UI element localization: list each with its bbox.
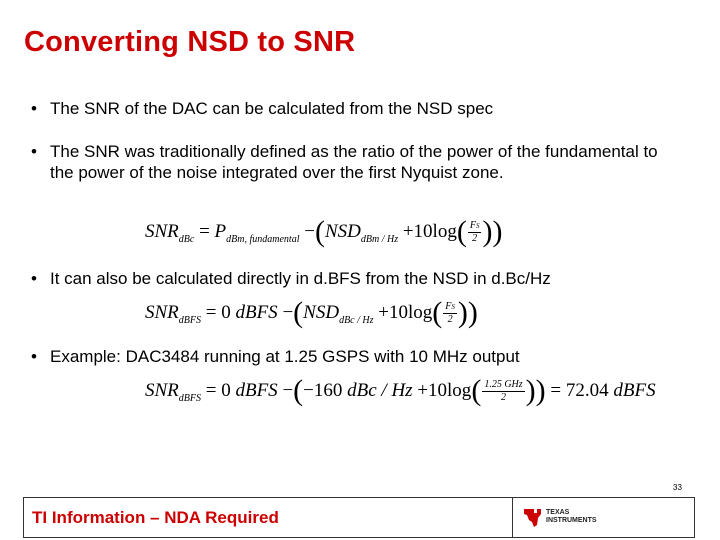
eq-subscript: dBc [178,233,195,245]
eq-bracket: ) [482,214,493,248]
eq-bracket: ( [432,295,443,329]
eq-term: NSD [303,301,340,323]
bullet-text: The SNR was traditionally defined as the ratio of the power of the fundamental to the power of the noise integrated over the first Nyquist zone. [50,142,658,182]
eq-subscript: dBFS [178,392,201,404]
frac-den: 2 [472,233,478,244]
eq-term: dBFS [235,301,278,323]
eq-subscript: dBFS [178,314,201,326]
eq-operator: − [304,220,315,242]
bullet-item [31,98,691,119]
eq-operator: +10log [417,379,472,401]
ti-wordmark-line1: TEXAS [546,509,570,516]
bullet-item [31,346,691,367]
eq-bracket: ) [535,373,546,407]
ti-logo-icon [523,506,543,528]
equation-snr-dbc [145,214,503,248]
page-number: 33 [673,483,682,492]
eq-fraction [468,220,482,245]
eq-bracket: ( [456,214,467,248]
eq-subscript: dBm / Hz [360,233,399,245]
eq-fraction [443,301,457,326]
frac-num: F [445,301,452,312]
eq-result: = 72.04 [550,379,609,401]
eq-term: SNR [145,379,179,401]
eq-operator: = 0 [205,301,231,323]
ti-wordmark-line2: INSTRUMENTS [546,517,597,524]
eq-bracket: ( [314,214,325,248]
frac-den: 2 [447,314,453,325]
bullet-dot: • [31,142,37,161]
bullet-item [31,141,681,183]
eq-term: dBFS [235,379,278,401]
eq-bracket: ( [293,373,304,407]
footer-disclaimer [23,497,513,538]
equation-snr-dbfs [145,295,478,329]
frac-num: F [469,220,476,231]
eq-fraction [482,379,524,404]
bullet-dot: • [31,269,37,288]
frac-den: 2 [500,392,506,403]
eq-term: SNR [145,301,179,323]
frac-num-sub: S [451,303,455,311]
eq-term: P [214,220,227,242]
frac-num: 1.25 GHz [484,379,523,390]
eq-subscript: dBc / Hz [339,314,374,326]
bullet-item [31,268,691,289]
eq-operator: = [199,220,210,242]
bullet-text: The SNR of the DAC can be calculated from the NSD spec [50,99,494,118]
eq-operator: − [282,379,294,401]
eq-bracket: ( [293,295,304,329]
eq-subscript: dBm, fundamental [226,233,300,245]
eq-bracket: ) [492,214,503,248]
eq-term: dBFS [613,379,656,401]
ti-wordmark [546,509,597,525]
eq-term: −160 [303,379,343,401]
eq-operator: +10log [402,220,457,242]
eq-term: NSD [324,220,361,242]
footer-logo-box [512,497,695,538]
footer-label: TI Information – NDA Required [32,508,279,527]
bullet-text: Example: DAC3484 running at 1.25 GSPS with 10 MHz output [50,347,520,366]
eq-term: SNR [145,220,179,242]
bullet-dot: • [31,99,37,118]
equation-example [145,373,656,407]
bullet-dot: • [31,347,37,366]
eq-bracket: ) [457,295,468,329]
eq-bracket: ( [471,373,482,407]
bullet-text: It can also be calculated directly in d.BFS from the NSD in d.Bc/Hz [50,269,551,288]
eq-bracket: ) [525,373,536,407]
frac-num-sub: S [475,222,480,230]
eq-operator: = 0 [205,379,231,401]
eq-operator: +10log [378,301,433,323]
eq-term: dBc / Hz [347,379,413,401]
eq-operator: − [282,301,294,323]
eq-bracket: ) [467,295,478,329]
slide-title: Converting NSD to SNR [24,26,356,58]
